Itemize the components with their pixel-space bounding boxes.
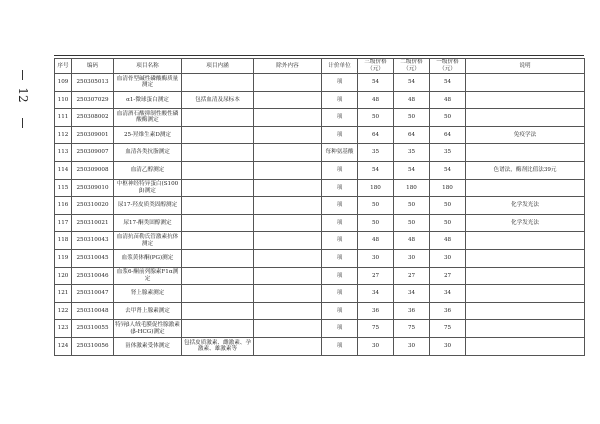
cell-price-level2: 75 <box>394 320 430 338</box>
cell-note <box>466 91 585 109</box>
cell-unit: 项 <box>322 91 358 109</box>
cell-code: 250310020 <box>72 197 114 215</box>
cell-code: 250310055 <box>72 320 114 338</box>
cell-unit: 项 <box>322 179 358 197</box>
cell-seq: 118 <box>55 232 72 250</box>
cell-scope <box>182 126 254 144</box>
cell-price-level3: 48 <box>358 232 394 250</box>
cell-unit: 项 <box>322 126 358 144</box>
cell-price-level2: 54 <box>394 161 430 179</box>
cell-scope: 包括皮质激素、雌激素、孕激素、雄激素等 <box>182 337 254 355</box>
cell-exclude <box>254 320 322 338</box>
col-header-price-level1: 一级价格（元） <box>430 59 466 74</box>
cell-scope <box>182 74 254 92</box>
table-row <box>55 144 585 162</box>
table-row <box>55 285 585 303</box>
cell-price-level2: 50 <box>394 109 430 127</box>
cell-price-level3: 54 <box>358 74 394 92</box>
cell-price-level3: 35 <box>358 144 394 162</box>
cell-price-level1: 50 <box>430 214 466 232</box>
page-number-dash-bottom <box>22 118 23 128</box>
cell-price-level1: 27 <box>430 267 466 285</box>
cell-unit: 项 <box>322 232 358 250</box>
cell-code: 250308002 <box>72 109 114 127</box>
cell-name: 血清抗苗勒氏管激素抗体测定 <box>114 232 182 250</box>
cell-code: 250310056 <box>72 337 114 355</box>
cell-seq: 121 <box>55 285 72 303</box>
cell-name: 血清骨型碱性磷酸酶质量测定 <box>114 74 182 92</box>
col-header-scope: 项目内涵 <box>182 59 254 74</box>
cell-note: 色谱法，酶剂比值法39元 <box>466 161 585 179</box>
cell-code: 250310021 <box>72 214 114 232</box>
cell-price-level3: 50 <box>358 109 394 127</box>
col-header-seq: 序号 <box>55 59 72 74</box>
cell-exclude <box>254 74 322 92</box>
cell-code: 250310048 <box>72 302 114 320</box>
table-row <box>55 161 585 179</box>
cell-unit: 项 <box>322 249 358 267</box>
cell-price-level1: 36 <box>430 302 466 320</box>
cell-price-level3: 36 <box>358 302 394 320</box>
cell-price-level2: 180 <box>394 179 430 197</box>
cell-seq: 124 <box>55 337 72 355</box>
col-header-name: 项目名称 <box>114 59 182 74</box>
cell-name: 甾体激素受体测定 <box>114 337 182 355</box>
col-header-price-level2: 二级价格（元） <box>394 59 430 74</box>
cell-note: 化学发光法 <box>466 197 585 215</box>
cell-price-level3: 27 <box>358 267 394 285</box>
cell-exclude <box>254 91 322 109</box>
cell-price-level1: 54 <box>430 161 466 179</box>
cell-exclude <box>254 161 322 179</box>
cell-code: 250309010 <box>72 179 114 197</box>
cell-price-level2: 34 <box>394 285 430 303</box>
cell-code: 250307029 <box>72 91 114 109</box>
col-header-code: 编码 <box>72 59 114 74</box>
cell-exclude <box>254 179 322 197</box>
cell-name: α1-微球蛋白测定 <box>114 91 182 109</box>
cell-unit: 项 <box>322 161 358 179</box>
cell-price-level3: 64 <box>358 126 394 144</box>
cell-price-level3: 54 <box>358 161 394 179</box>
cell-exclude <box>254 249 322 267</box>
cell-price-level3: 75 <box>358 320 394 338</box>
cell-price-level2: 50 <box>394 214 430 232</box>
cell-price-level2: 35 <box>394 144 430 162</box>
cell-exclude <box>254 126 322 144</box>
price-table <box>54 58 585 356</box>
cell-price-level2: 30 <box>394 249 430 267</box>
cell-exclude <box>254 302 322 320</box>
cell-note <box>466 267 585 285</box>
cell-name: 中枢神经特异蛋白(S100β)测定 <box>114 179 182 197</box>
col-header-unit: 计价单位 <box>322 59 358 74</box>
cell-name: 特异β人绒毛膜促性腺激素(β-HCG)测定 <box>114 320 182 338</box>
cell-scope <box>182 161 254 179</box>
cell-price-level1: 75 <box>430 320 466 338</box>
cell-unit: 项 <box>322 109 358 127</box>
cell-note: 化学发光法 <box>466 214 585 232</box>
cell-exclude <box>254 337 322 355</box>
cell-code: 250309007 <box>72 144 114 162</box>
cell-seq: 111 <box>55 109 72 127</box>
cell-seq: 112 <box>55 126 72 144</box>
cell-name: 血清各类抗脂测定 <box>114 144 182 162</box>
cell-price-level2: 48 <box>394 232 430 250</box>
cell-exclude <box>254 197 322 215</box>
cell-note <box>466 285 585 303</box>
cell-scope <box>182 144 254 162</box>
cell-name: 血清乙醇测定 <box>114 161 182 179</box>
cell-price-level1: 30 <box>430 337 466 355</box>
cell-seq: 120 <box>55 267 72 285</box>
cell-exclude <box>254 232 322 250</box>
cell-price-level2: 30 <box>394 337 430 355</box>
page-number-text: 12 <box>16 87 30 103</box>
cell-note <box>466 302 585 320</box>
cell-scope <box>182 249 254 267</box>
cell-price-level1: 35 <box>430 144 466 162</box>
table-row <box>55 267 585 285</box>
cell-unit: 每种氨基酸 <box>322 144 358 162</box>
cell-seq: 119 <box>55 249 72 267</box>
cell-scope <box>182 320 254 338</box>
cell-unit: 项 <box>322 285 358 303</box>
cell-scope <box>182 109 254 127</box>
cell-note <box>466 337 585 355</box>
cell-price-level1: 48 <box>430 91 466 109</box>
cell-name: 尿17-羟皮质类固醇测定 <box>114 197 182 215</box>
cell-exclude <box>254 285 322 303</box>
table-row <box>55 109 585 127</box>
table-row <box>55 126 585 144</box>
col-header-note: 说明 <box>466 59 585 74</box>
table-row <box>55 249 585 267</box>
table-top-rule <box>54 55 584 56</box>
cell-seq: 113 <box>55 144 72 162</box>
cell-price-level2: 36 <box>394 302 430 320</box>
table-row <box>55 197 585 215</box>
cell-scope <box>182 214 254 232</box>
cell-price-level3: 30 <box>358 337 394 355</box>
cell-seq: 114 <box>55 161 72 179</box>
cell-note <box>466 179 585 197</box>
cell-name: 尿17-酮类固醇测定 <box>114 214 182 232</box>
cell-seq: 110 <box>55 91 72 109</box>
cell-scope <box>182 232 254 250</box>
cell-price-level1: 50 <box>430 197 466 215</box>
cell-exclude <box>254 214 322 232</box>
cell-scope <box>182 285 254 303</box>
cell-unit: 项 <box>322 337 358 355</box>
cell-price-level2: 48 <box>394 91 430 109</box>
cell-note <box>466 232 585 250</box>
cell-seq: 117 <box>55 214 72 232</box>
table-row <box>55 302 585 320</box>
cell-seq: 109 <box>55 74 72 92</box>
cell-unit: 项 <box>322 74 358 92</box>
cell-price-level2: 50 <box>394 197 430 215</box>
cell-price-level1: 180 <box>430 179 466 197</box>
cell-unit: 项 <box>322 197 358 215</box>
page-number <box>8 70 38 130</box>
cell-name: 肾上腺素测定 <box>114 285 182 303</box>
cell-unit: 项 <box>322 214 358 232</box>
cell-scope <box>182 197 254 215</box>
cell-name: 25-羟维生素D测定 <box>114 126 182 144</box>
cell-exclude <box>254 144 322 162</box>
cell-code: 250310045 <box>72 249 114 267</box>
cell-seq: 122 <box>55 302 72 320</box>
cell-name: 血浆6-酮前列腺素F1α测定 <box>114 267 182 285</box>
cell-unit: 项 <box>322 267 358 285</box>
cell-seq: 123 <box>55 320 72 338</box>
cell-scope <box>182 179 254 197</box>
cell-price-level3: 48 <box>358 91 394 109</box>
cell-price-level3: 34 <box>358 285 394 303</box>
cell-code: 250305013 <box>72 74 114 92</box>
cell-scope: 包括血清及尿标本 <box>182 91 254 109</box>
table-row <box>55 91 585 109</box>
cell-exclude <box>254 109 322 127</box>
table-row <box>55 232 585 250</box>
cell-scope <box>182 302 254 320</box>
cell-price-level1: 30 <box>430 249 466 267</box>
cell-exclude <box>254 267 322 285</box>
cell-seq: 115 <box>55 179 72 197</box>
table-row <box>55 337 585 355</box>
cell-price-level3: 30 <box>358 249 394 267</box>
cell-note <box>466 320 585 338</box>
cell-price-level3: 50 <box>358 214 394 232</box>
col-header-exclude: 除外内容 <box>254 59 322 74</box>
cell-unit: 项 <box>322 302 358 320</box>
table-row <box>55 74 585 92</box>
cell-note: 免疫学法 <box>466 126 585 144</box>
table-row <box>55 320 585 338</box>
cell-price-level2: 54 <box>394 74 430 92</box>
page-number-dash-top <box>22 70 23 80</box>
cell-name: 血清酒石酸抑制性酸性磷酸酶测定 <box>114 109 182 127</box>
table-row <box>55 214 585 232</box>
cell-code: 250310046 <box>72 267 114 285</box>
cell-name: 血浆黄体酮(PG)测定 <box>114 249 182 267</box>
cell-price-level1: 34 <box>430 285 466 303</box>
cell-note <box>466 144 585 162</box>
cell-note <box>466 249 585 267</box>
cell-note <box>466 109 585 127</box>
cell-price-level1: 48 <box>430 232 466 250</box>
cell-price-level3: 50 <box>358 197 394 215</box>
cell-price-level1: 54 <box>430 74 466 92</box>
cell-price-level2: 64 <box>394 126 430 144</box>
table-row <box>55 179 585 197</box>
cell-seq: 116 <box>55 197 72 215</box>
cell-code: 250310047 <box>72 285 114 303</box>
cell-code: 250309008 <box>72 161 114 179</box>
cell-price-level3: 180 <box>358 179 394 197</box>
table-body <box>55 74 585 356</box>
cell-price-level1: 64 <box>430 126 466 144</box>
cell-code: 250309001 <box>72 126 114 144</box>
cell-unit: 项 <box>322 320 358 338</box>
cell-code: 250310043 <box>72 232 114 250</box>
cell-name: 去甲肾上腺素测定 <box>114 302 182 320</box>
col-header-price-level3: 三级价格（元） <box>358 59 394 74</box>
cell-price-level2: 27 <box>394 267 430 285</box>
cell-note <box>466 74 585 92</box>
cell-scope <box>182 267 254 285</box>
cell-price-level1: 50 <box>430 109 466 127</box>
table-header-row <box>55 59 585 74</box>
